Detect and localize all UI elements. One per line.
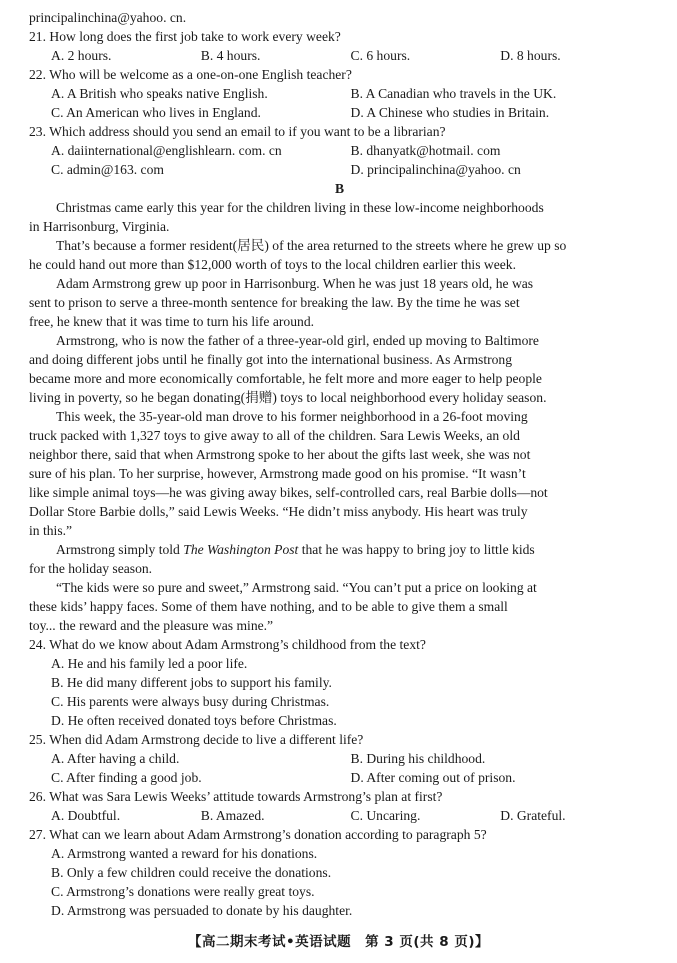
option-d: D. Armstrong was persuaded to donate by his daughter. [51,903,353,918]
text-line: This week, the 35-year-old man drove to his former neighborhood in a 26-foot moving [56,409,528,424]
option-a: A. 2 hours. [51,48,112,63]
text-line: like simple animal toys—he was giving away bikes, self-controlled cars, real Barbie dolls—not [29,485,548,500]
option-c: C. An American who lives in England. [51,105,261,120]
option-a: A. A British who speaks native English. [51,86,268,101]
option-b: B. dhanyatk@hotmail. com [350,143,501,158]
text-line: became more and more economically comfortable, he felt more and more eager to help people [29,371,542,386]
option-a: A. After having a child. [51,751,180,766]
paragraph-2 [29,236,650,274]
previous-passage-tail: principalinchina@yahoo. cn. [29,10,187,25]
option-a: A. daiinternational@englishlearn. com. cn [51,143,282,158]
paragraph-5 [29,407,650,540]
option-c: C. Uncaring. [350,808,421,823]
question-25 [29,730,650,787]
text-line: for the holiday season. [29,561,153,576]
option-d: D. He often received donated toys before Christmas. [51,713,337,728]
option-d: D. 8 hours. [500,48,561,63]
paragraph-3 [29,274,650,331]
text-line: toy... the reward and the pleasure was mine.” [29,618,274,633]
text-line: neighbor there, said that when Armstrong spoke to her about the gifts last week, she was not [29,447,531,462]
paragraph-6 [29,540,650,578]
text-line: these kids’ happy faces. Some of them have nothing, and to be able to give them a small [29,599,508,614]
option-c: C. Armstrong’s donations were really great toys. [51,884,315,899]
options-row [29,806,650,825]
question-stem: 26. What was Sara Lewis Weeks’ attitude towards Armstrong’s plan at first? [29,789,443,804]
text-line: living in poverty, so he began donating(捐赠) toys to local neighborhood every holiday season. [29,390,547,405]
question-stem: 21. How long does the first job take to work every week? [29,29,341,44]
question-stem: 24. What do we know about Adam Armstrong’s childhood from the text? [29,637,426,652]
question-23 [29,122,650,179]
option-c: C. 6 hours. [350,48,411,63]
options-row [29,768,650,787]
text-line: in this.” [29,523,73,538]
text-line: sent to prison to serve a three-month sentence for breaking the law. By the time he was set [29,295,520,310]
option-c: C. admin@163. com [51,162,164,177]
option-b: B. During his childhood. [350,751,486,766]
page-footer: 【高二期末考试•英语试题 第 3 页(共 8 页)】 [187,934,490,950]
question-stem: 22. Who will be welcome as a one-on-one English teacher? [29,67,352,82]
text-line: truck packed with 1,327 toys to give away to all of the children. Sara Lewis Weeks, an old [29,428,520,443]
text-segment: that he was happy to bring joy to little kids [298,542,535,557]
question-21 [29,27,650,65]
option-b: B. He did many different jobs to support his family. [51,675,332,690]
option-b: B. 4 hours. [200,48,261,63]
option-d: D. A Chinese who studies in Britain. [350,105,550,120]
options-row [29,749,650,768]
text-line: Christmas came early this year for the children living in these low-income neighborhoods [56,200,544,215]
question-24 [29,635,650,730]
paragraph-7 [29,578,650,635]
options-row [29,160,650,179]
text-segment: Armstrong simply told [56,542,184,557]
option-c: C. His parents were always busy during Christmas. [51,694,330,709]
text-line: “The kids were so pure and sweet,” Armstrong said. “You can’t put a price on looking at [56,580,537,595]
text-line: Adam Armstrong grew up poor in Harrisonburg. When he was just 18 years old, he was [56,276,534,291]
text-line: in Harrisonburg, Virginia. [29,219,170,234]
option-b: B. Only a few children could receive the donations. [51,865,332,880]
option-a: A. Doubtful. [51,808,121,823]
option-a: A. He and his family led a poor life. [51,656,248,671]
option-c: C. After finding a good job. [51,770,202,785]
text-line: That’s because a former resident(居民) of the area returned to the streets where he grew up so [56,238,567,253]
paragraph-4 [29,331,650,407]
option-d: D. After coming out of prison. [350,770,516,785]
question-stem: 27. What can we learn about Adam Armstrong’s donation according to paragraph 5? [29,827,487,842]
options-row [29,141,650,160]
paragraph-1 [29,198,650,236]
option-b: B. Amazed. [200,808,265,823]
options-row [29,84,650,103]
option-d: D. Grateful. [500,808,566,823]
question-26 [29,787,650,825]
newspaper-title: The Washington Post [183,542,299,557]
text-line: he could hand out more than $12,000 worth of toys to the local children earlier this week. [29,257,516,272]
text-line: and doing different jobs until he finally got into the international business. As Armstrong [29,352,513,367]
options-row [29,46,650,65]
option-d: D. principalinchina@yahoo. cn [350,162,521,177]
option-b: B. A Canadian who travels in the UK. [350,86,557,101]
question-stem: 25. When did Adam Armstrong decide to live a different life? [29,732,364,747]
text-line: sure of his plan. To her surprise, however, Armstrong made good on his promise. “It wasn’t [29,466,526,481]
section-b-title: B [334,181,345,196]
text-line: free, he knew that it was time to turn his life around. [29,314,315,329]
question-27 [29,825,650,920]
question-stem: 23. Which address should you send an email to if you want to be a librarian? [29,124,446,139]
text-line: Dollar Store Barbie dolls,” said Lewis Weeks. “He didn’t miss anybody. His heart was truly [29,504,528,519]
text-line: Armstrong, who is now the father of a three-year-old girl, ended up moving to Baltimore [56,333,539,348]
option-a: A. Armstrong wanted a reward for his donations. [51,846,318,861]
text-line [29,540,650,559]
question-22 [29,65,650,122]
options-row [29,103,650,122]
passage-b [29,198,650,635]
